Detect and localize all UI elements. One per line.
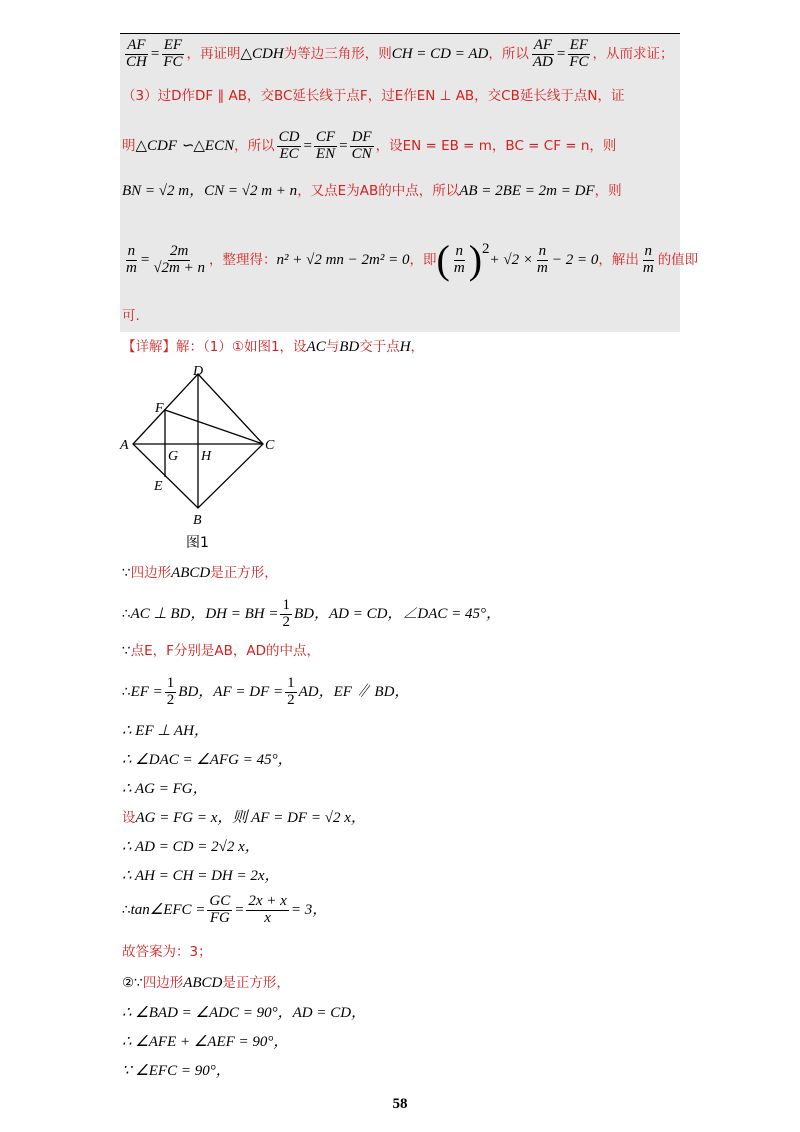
fraction: $\frac{n}{m}$ [453,242,465,276]
step-10: ∴ AH = CH = DH = 2x， [122,868,280,884]
analysis-line-5: $\frac{n}{m}$ = $\frac{2m}{√2m + n}$ ，整理得： n² + √2 mn − 2m² = 0 ，即 ( $\frac{n}{m}$ ) 2 + √2 × $\frac{n}{m}$ − 2 = 0 ，解出 $\frac{n}{m}$ 的值即 [126,237,699,282]
fraction: $\frac{AF}{CH}$ [126,37,147,70]
answer-line: 故答案为：3； [122,944,212,960]
fraction: $\frac{EF}{FC}$ [569,37,589,70]
fraction: $\frac{GC}{FG}$ [209,893,231,926]
segment-fc [165,410,263,444]
step-8: 设 AG = FG = x，则 AF = DF = √2 x， [122,809,366,826]
step-4: ∴ EF = $\frac{1}{2}$ BD，AF = DF = $\frac{1}{2}$ AD，EF ∥ BD， [122,675,410,708]
fraction: $\frac{CF}{EN}$ [315,129,336,162]
fraction: $\frac{1}{2}$ [166,675,175,708]
analysis-line-2: （3）过D作DF ∥ AB，交BC延长线于点F，过E作EN ⊥ AB，交CB延长线于点N，证 [122,88,625,104]
step-3: ∵ 点E，F分别是AB，AD的中点， [122,643,321,659]
label-a: A [120,438,129,453]
step-5: ∴ EF ⊥ AH， [122,723,209,739]
fraction: $\frac{CD}{EC}$ [278,129,300,162]
label-f: F [155,401,164,416]
fraction: $\frac{n}{m}$ [126,242,137,276]
label-h: H [201,449,212,464]
label-b: B [193,513,202,528]
step-15: ∴ ∠AFE + ∠AEF = 90°， [122,1034,289,1050]
fraction: $\frac{1}{2}$ [282,597,290,630]
fraction: $\frac{n}{m}$ [642,242,654,276]
page-number: 58 [392,1096,408,1112]
figure-caption: 图1 [186,535,209,551]
label-g: G [168,449,179,464]
step-7: ∴ AG = FG， [122,781,208,797]
fraction: $\frac{2m}{√2m + n}$ [153,242,205,276]
step-11: ∴ tan∠EFC = $\frac{GC}{FG}$ = $\frac{2x + x}{x}$ = 3， [122,893,328,926]
analysis-line-1: $\frac{AF}{CH}$ = $\frac{EF}{FC}$ ，再证明 △ CDH 为等边三角形，则 CH = CD = AD ，所以 $\frac{AF}{AD}$ = $\frac{EF}{FC}$ ，从而求证； [126,37,674,70]
fraction: $\frac{2x + x}{x}$ [248,893,287,926]
step-9: ∴ AD = CD = 2√2 x， [122,839,260,855]
geometry-figure-1 [118,362,288,532]
label-e: E [154,479,163,494]
fraction: $\frac{n}{m}$ [537,242,548,276]
analysis-line-4: BN = √2 m，CN = √2 m + n ，又点E为AB的中点，所以 AB = 2BE = 2m = DF ，则 [122,182,622,199]
step-6: ∴ ∠DAC = ∠AFG = 45°， [122,752,293,768]
analysis-line-3: 明 △ CDF ∽ △ ECN ，所以 $\frac{CD}{EC}$ = $\frac{CF}{EN}$ = $\frac{DF}{CN}$ ，设EN = EB = m，BC = CF = n，则 [122,129,617,162]
fraction: $\frac{EF}{FC}$ [163,37,183,70]
label-d: D [193,364,204,379]
analysis-line-6: 可. [122,308,140,324]
step-16: ∵ ∠EFC = 90°， [122,1063,231,1079]
step-14: ∴ ∠BAD = ∠ADC = 90°，AD = CD， [122,1005,367,1021]
fraction: $\frac{1}{2}$ [287,675,295,708]
label-c: C [265,438,275,453]
solution-intro: 【详解】 解：（1）①如图1，设 AC 与 BD 交于点 H ， [122,338,425,355]
fraction: $\frac{DF}{CN}$ [351,129,372,162]
fraction: $\frac{AF}{AD}$ [532,37,553,70]
step-13: ②∵ 四边形 ABCD 是正方形， [122,974,290,991]
step-2: ∴ AC ⊥ BD，DH = BH = $\frac{1}{2}$ BD，AD = CD，∠DAC = 45°， [122,597,502,630]
step-1: ∵ 四边形 ABCD 是正方形， [122,564,278,581]
